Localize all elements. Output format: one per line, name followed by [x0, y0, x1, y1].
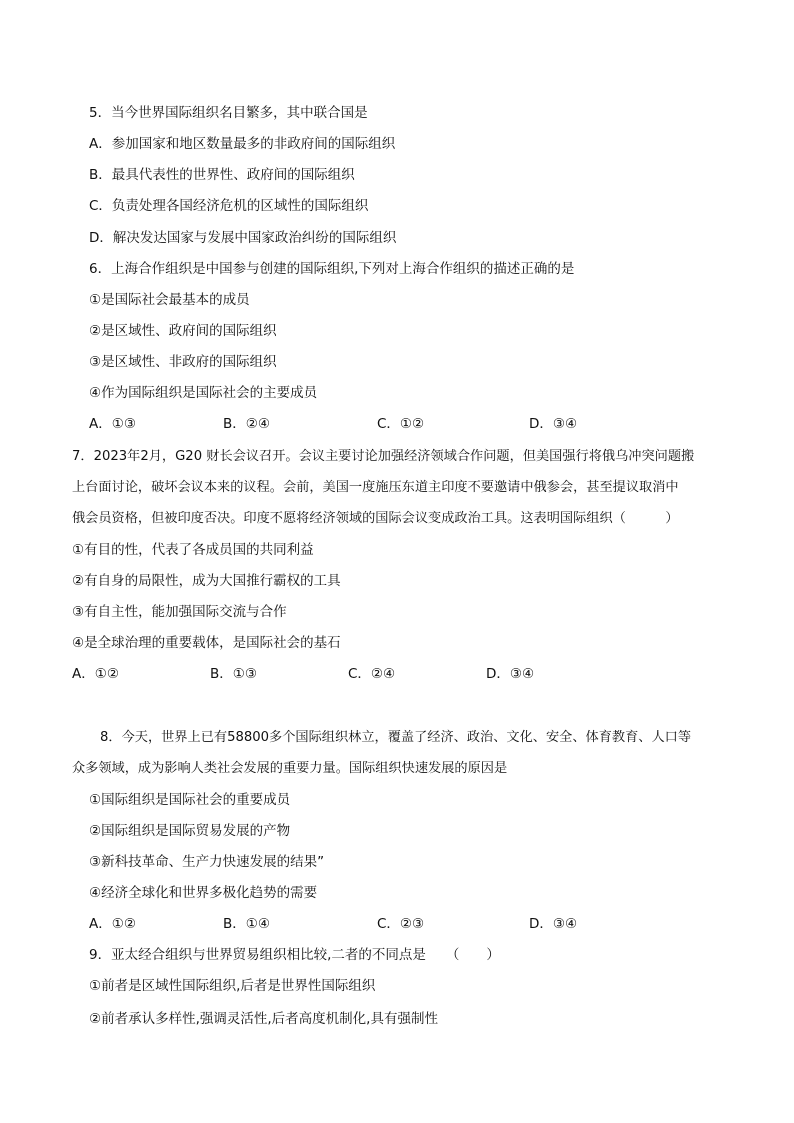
- q9-stem: [89, 946, 500, 964]
- q7-stem-line-2: 上台面讨论，破坏会议本来的议程。会前，美国一度施压东道主印度不要邀请中俄参会，甚至提议取消中: [72, 480, 679, 495]
- q7-choice-d: D．③④: [486, 666, 535, 682]
- q6-item-1: ①是国际社会最基本的成员: [89, 292, 250, 308]
- q8-item-2: ②国际组织是国际贸易发展的产物: [89, 823, 291, 839]
- q7-choice-b: B．①③: [210, 666, 257, 682]
- q7-choice-a: A．①②: [72, 666, 119, 682]
- q9-item-1: ①前者是区域性国际组织,后者是世界性国际组织: [89, 978, 376, 994]
- q6-choice-c: C．①②: [377, 416, 425, 432]
- q7-item-1: ①有目的性，代表了各成员国的共同利益: [72, 542, 314, 558]
- q7-choices: [72, 665, 534, 683]
- q8-choices: [89, 915, 577, 933]
- q5-stem: 5．当今世界国际组织名目繁多，其中联合国是: [89, 105, 368, 121]
- q7-item-4: ④是全球治理的重要载体，是国际社会的基石: [72, 635, 341, 651]
- q9-item-2: ②前者承认多样性,强调灵活性,后者高度机制化,具有强制性: [89, 1011, 438, 1027]
- q6-item-4: ④作为国际组织是国际社会的主要成员: [89, 385, 318, 401]
- q8-item-3: ③新科技革命、生产力快速发展的结果”: [89, 854, 325, 870]
- q8-stem-line-2: 众多领域，成为影响人类社会发展的重要力量。国际组织快速发展的原因是: [72, 761, 508, 776]
- q5-option-b: B．最具代表性的世界性、政府间的国际组织: [89, 167, 355, 183]
- q6-choice-d: D．③④: [529, 416, 578, 432]
- q6-item-3: ③是区域性、非政府的国际组织: [89, 354, 277, 370]
- q8-choice-a: A．①②: [89, 916, 136, 932]
- q6-stem: 6．上海合作组织是中国参与创建的国际组织,下列对上海合作组织的描述正确的是: [89, 261, 575, 277]
- q7-stem-line-3: 俄会员资格，但被印度否决。印度不愿将经济领域的国际会议变成政治工具。这表明国际组织（ ）: [72, 511, 679, 526]
- q9-stem-text: 9．亚太经合组织与世界贸易组织相比较,二者的不同点是: [89, 947, 426, 963]
- q5-option-c: C．负责处理各国经济危机的区域性的国际组织: [89, 198, 369, 214]
- q7-stem-line-1: 7．2023年2月，G20 财长会议召开。会议主要讨论加强经济领域合作问题，但美国强行将俄乌冲突问题搬: [72, 449, 695, 464]
- q6-choices: [89, 415, 577, 433]
- q7-item-3: ③有自主性，能加强国际交流与合作: [72, 604, 287, 620]
- q8-item-1: ①国际组织是国际社会的重要成员: [89, 792, 291, 808]
- q7-item-2: ②有自身的局限性，成为大国推行霸权的工具: [72, 573, 341, 589]
- q6-choice-b: B．②④: [223, 416, 270, 432]
- q5-option-d: D．解决发达国家与发展中国家政治纠纷的国际组织: [89, 230, 397, 246]
- q5-option-a: A．参加国家和地区数量最多的非政府间的国际组织: [89, 136, 396, 152]
- q8-stem-line-1: 8．今天，世界上已有58800多个国际组织林立，覆盖了经济、政治、文化、安全、体育教育、人口等: [100, 730, 692, 745]
- q6-item-2: ②是区域性、政府间的国际组织: [89, 323, 277, 339]
- q8-choice-b: B．①④: [223, 916, 270, 932]
- q6-choice-a: A．①③: [89, 416, 136, 432]
- q8-choice-d: D．③④: [529, 916, 578, 932]
- q8-item-4: ④经济全球化和世界多极化趋势的需要: [89, 885, 318, 901]
- q8-choice-c: C．②③: [377, 916, 425, 932]
- q9-answer-bracket: （ ）: [445, 947, 500, 963]
- q7-choice-c: C．②④: [348, 666, 396, 682]
